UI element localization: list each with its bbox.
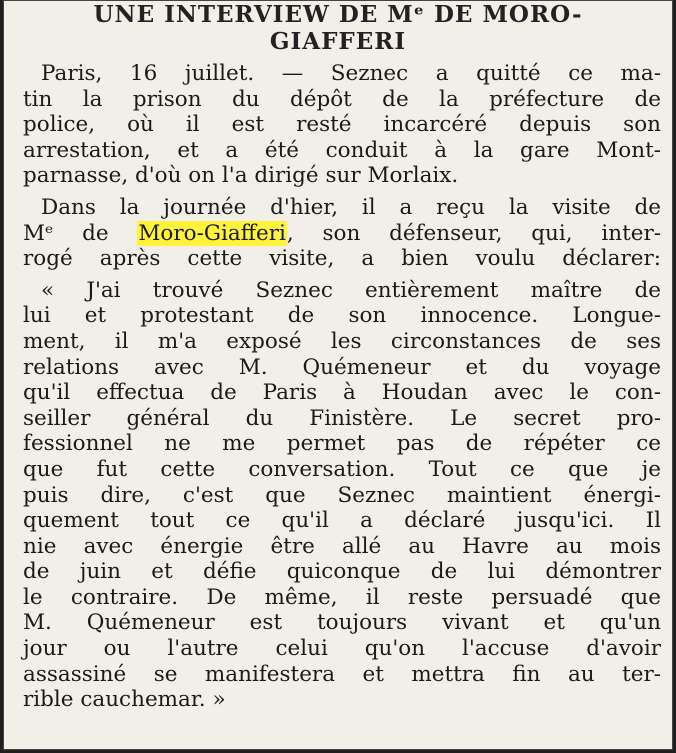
headline-line-1: UNE INTERVIEW DE Mᵉ DE MORO- — [93, 1, 583, 28]
text-line: assassiné se manifestera et mettra fin au ter- — [23, 661, 661, 687]
text-line — [3, 221, 673, 247]
text-line: parnasse, d'où on l'a dirigé sur Morlaix. — [23, 163, 459, 189]
text-line: police, où il est resté incarcéré depuis son — [23, 112, 661, 138]
text-line: jour ou l'autre celui qu'on l'accuse d'avoir — [23, 636, 661, 662]
text-line: qu'il effectua de Paris à Houdan avec le con- — [23, 380, 661, 406]
text-line: fessionnel ne me permet pas de répéter ce — [23, 431, 661, 457]
text-line: lui et protestant de son innocence. Longue- — [23, 303, 661, 329]
text-line: Paris, 16 juillet. — Seznec a quitté ce ma- — [41, 61, 661, 86]
paragraph-2 — [3, 195, 673, 272]
text-line: le contraire. De même, il reste persuadé que — [23, 584, 661, 610]
text-line: puis dire, c'est que Seznec maintient énergi- — [23, 482, 661, 508]
text-segment: Mᵉ de — [23, 220, 138, 246]
paragraph-3 — [3, 278, 673, 713]
newspaper-clipping — [3, 0, 673, 750]
text-line: M. Quémeneur est toujours vivant et qu'un — [23, 610, 661, 636]
text-line: arrestation, et a été conduit à la gare Mont- — [23, 137, 661, 163]
text-line: quement tout ce qu'il a déclaré jusqu'ici. Il — [23, 508, 661, 534]
text-line: ment, il m'a exposé les circonstances de ses — [23, 328, 661, 354]
headline — [3, 1, 673, 55]
text-line: tin la prison du dépôt de la préfecture de — [23, 86, 661, 112]
paragraph-1 — [3, 61, 673, 189]
text-line: rible cauchemar. » — [23, 687, 226, 713]
headline-line-2: GIAFFERI — [269, 28, 407, 55]
text-line: de juin et défie quiconque de lui démontrer — [23, 559, 661, 585]
text-line: nie avec énergie être allé au Havre au mois — [23, 533, 661, 559]
text-line: Dans la journée d'hier, il a reçu la visite de — [41, 194, 661, 220]
text-line: relations avec M. Quémeneur et du voyage — [23, 354, 661, 380]
text-line: rogé après cette visite, a bien voulu déclarer: — [23, 246, 661, 272]
highlighted-name: Moro-Giafferi — [138, 220, 286, 246]
text-line: que fut cette conversation. Tout ce que je — [23, 456, 661, 482]
text-segment: , son défenseur, qui, inter- — [286, 220, 661, 246]
text-line: seiller général du Finistère. Le secret pro- — [23, 405, 661, 431]
text-line: « J'ai trouvé Seznec entièrement maître de — [41, 277, 661, 303]
